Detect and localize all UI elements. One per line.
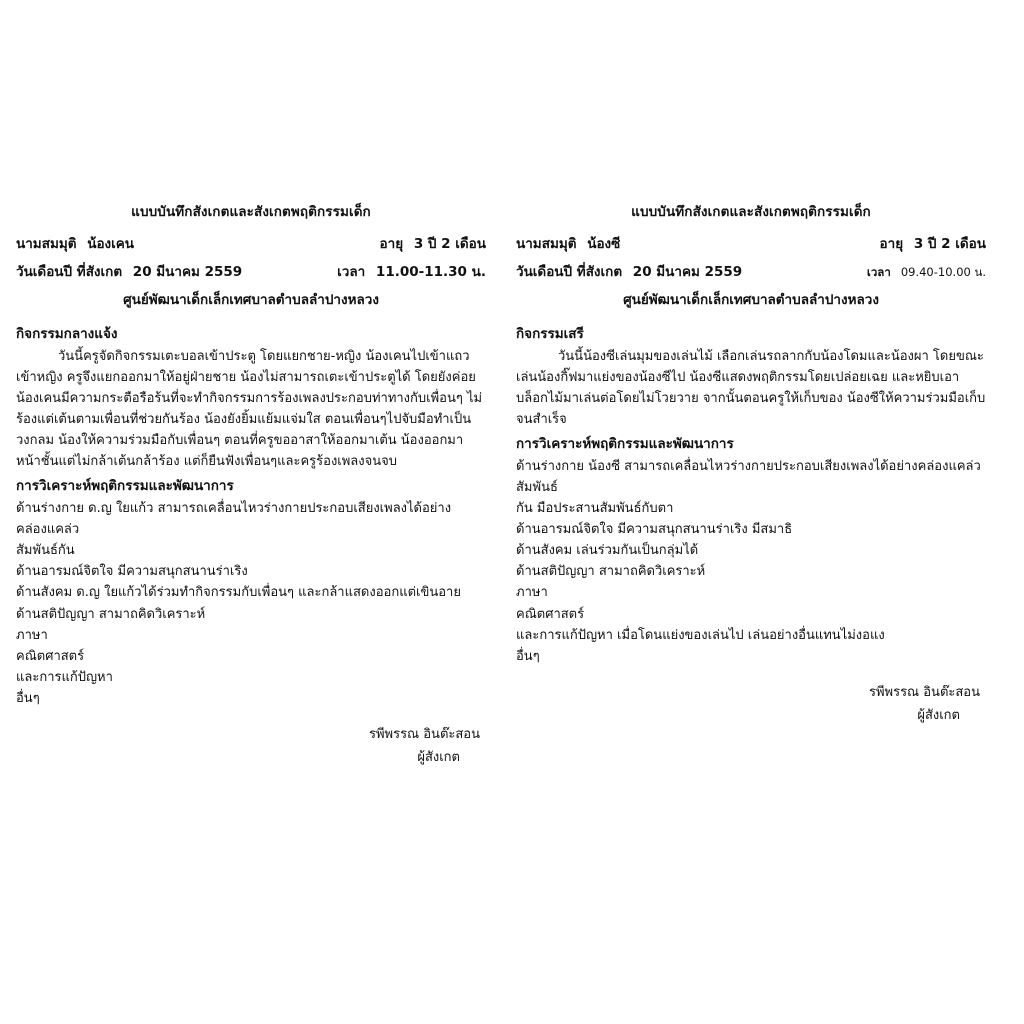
time-label-right: เวลา: [866, 265, 891, 279]
analysis-line: คณิตศาสตร์: [16, 648, 85, 664]
analysis-line: ด้านอารมณ์จิตใจ มีความสนุกสนานร่าเริง: [16, 564, 248, 580]
date-field-left: [16, 260, 242, 282]
activity-paragraph-left: วันนี้ครูจัดกิจกรรมเตะบอลเข้าประตู โดยแยกชาย-หญิง น้องเคนไปเข้าแถวเข้าหญิง ครูจึงแยกออกมาให้อยู่ฝ่ายชาย น้องไม่สามารถเตะเข้าประตูได้ โดยยังค่อยน้องเคนมีความกระตือรือร้นที่จะทำกิจกรรมการร้องเพลงประกอบท่าทางกับเพื่อนๆ ไม่ร้องแต่เต้นตามเพื่อนที่ช่วยกันร้อง น้องยังยิ้มแย้มแจ่มใส ตอนเพื่อนๆไปจับมือทำเป็นวงกลม น้องให้ความร่วมมือกับเพื่อนๆ ตอนที่ครูขออาสาให้ออกมาเต้น น้องออกมาหน้าชั้นแต่ไม่กล้าเต้นกล้าร้อง แต่ก็ยืนฟังเพื่อนๆและครูร้องเพลงจนจบ: [16, 349, 483, 470]
analysis-line: อื่นๆ: [516, 648, 540, 664]
date-label-right: วันเดือนปี ที่สังเกต: [516, 264, 623, 280]
observation-form-right: [508, 200, 998, 725]
time-field-right: [867, 264, 986, 282]
activity-heading-left: กิจกรรมกลางแจ้ง: [16, 326, 118, 342]
analysis-line: ด้านอารมณ์จิตใจ มีความสนุกสนานร่าเริง มีสมาธิ: [516, 522, 793, 538]
time-label-left: เวลา: [337, 264, 366, 280]
age-label-left: อายุ: [379, 236, 404, 252]
analysis-heading-left: การวิเคราะห์พฤติกรรมและพัฒนาการ: [16, 478, 234, 495]
name-age-row-right: [516, 232, 986, 254]
analysis-line: ภาษา: [16, 627, 48, 643]
signature-role-right: ผู้สังเกต: [917, 707, 960, 723]
analysis-line: และการแก้ปัญหา เมื่อโดนแย่งของเล่นไป เล่นอย่างอื่นแทนไม่งอแง: [516, 627, 885, 643]
date-field-right: [516, 260, 742, 282]
signature-name-left: รพีพรรณ อินต๊ะสอน: [368, 726, 480, 742]
name-label-left: นามสมมุติ: [16, 236, 77, 252]
page-title-left: แบบบันทึกสังเกตและสังเกตพฤติกรรมเด็ก: [131, 204, 371, 220]
age-value-right: 3 ปี 2 เดือน: [913, 236, 986, 252]
signature-role-left: ผู้สังเกต: [417, 749, 460, 765]
time-value-left: 11.00-11.30 น.: [375, 264, 486, 280]
analysis-line: สัมพันธ์กัน: [16, 543, 75, 559]
signature-name-right: รพีพรรณ อินต๊ะสอน: [868, 684, 980, 700]
analysis-line: และการแก้ปัญหา: [16, 669, 113, 685]
analysis-line: คณิตศาสตร์: [516, 606, 585, 622]
name-field-right: [516, 232, 620, 254]
name-age-row-left: [16, 232, 486, 254]
place-right: ศูนย์พัฒนาเด็กเล็กเทศบาลตำบลลำปางหลวง: [623, 292, 879, 308]
analysis-line: อื่นๆ: [16, 690, 40, 706]
activity-paragraph-right: วันนี้น้องซีเล่นมุมของเล่นไม้ เลือกเล่นรถลากกับน้องโดมและน้องผา โดยขณะเล่นน้องกิ๊ฟมาแย่งของน้องซีไป น้องซีแสดงพฤติกรรมโดยเปล่อยเฉย และหยิบเอาบล็อกไม้มาเล่นต่อโดยไม่โวยวาย จากนั้นตอนครูให้เก็บของ น้องซีให้ความร่วมมือเก็บจนสำเร็จ: [516, 349, 986, 428]
observation-form-left: [8, 200, 498, 767]
date-value-right: 20 มีนาคม 2559: [632, 264, 743, 280]
date-time-row-right: [516, 260, 986, 282]
name-value-right: น้องซี: [587, 236, 621, 252]
place-left: ศูนย์พัฒนาเด็กเล็กเทศบาลตำบลลำปางหลวง: [123, 292, 379, 308]
analysis-line: ด้านสังคม เล่นร่วมกันเป็นกลุ่มได้: [516, 543, 699, 559]
age-value-left: 3 ปี 2 เดือน: [413, 236, 486, 252]
analysis-line: กัน มือประสานสัมพันธ์กับตา: [516, 501, 674, 517]
date-value-left: 20 มีนาคม 2559: [132, 264, 243, 280]
age-field-left: [380, 232, 487, 254]
analysis-heading-right: การวิเคราะห์พฤติกรรมและพัฒนาการ: [516, 436, 734, 453]
name-field-left: [16, 232, 134, 254]
analysis-line: ด้านสังคม ด.ญ ใยแก้วได้ร่วมทำกิจกรรมกับเพื่อนๆ และกล้าแสดงออกแต่เขินอาย: [16, 585, 461, 601]
signature-block-right: [516, 681, 986, 725]
time-field-left: [337, 260, 486, 282]
activity-heading-right: กิจกรรมเสรี: [516, 326, 584, 342]
age-label-right: อายุ: [879, 236, 904, 252]
age-field-right: [880, 232, 987, 254]
analysis-line: ด้านสติปัญญา สามาถคิดวิเคราะห์: [16, 606, 206, 622]
date-label-left: วันเดือนปี ที่สังเกต: [16, 264, 123, 280]
name-label-right: นามสมมุติ: [516, 236, 577, 252]
signature-block-left: [16, 723, 486, 767]
name-value-left: น้องเคน: [87, 236, 135, 252]
date-time-row-left: [16, 260, 486, 282]
page-title-right: แบบบันทึกสังเกตและสังเกตพฤติกรรมเด็ก: [631, 204, 871, 220]
time-value-right: 09.40-10.00 น.: [900, 265, 986, 279]
analysis-line: ด้านร่างกาย น้องซี สามารถเคลื่อนไหวร่างกายประกอบเสียงเพลงได้อย่างคล่องแคล่ว สัมพันธ์: [516, 459, 981, 496]
analysis-line: ด้านสติปัญญา สามาถคิดวิเคราะห์: [516, 564, 706, 580]
analysis-line: ด้านร่างกาย ด.ญ ใยแก้ว สามารถเคลื่อนไหวร่างกายประกอบเสียงเพลงได้อย่างคล่องแคล่ว: [16, 501, 452, 538]
analysis-line: ภาษา: [516, 585, 548, 601]
